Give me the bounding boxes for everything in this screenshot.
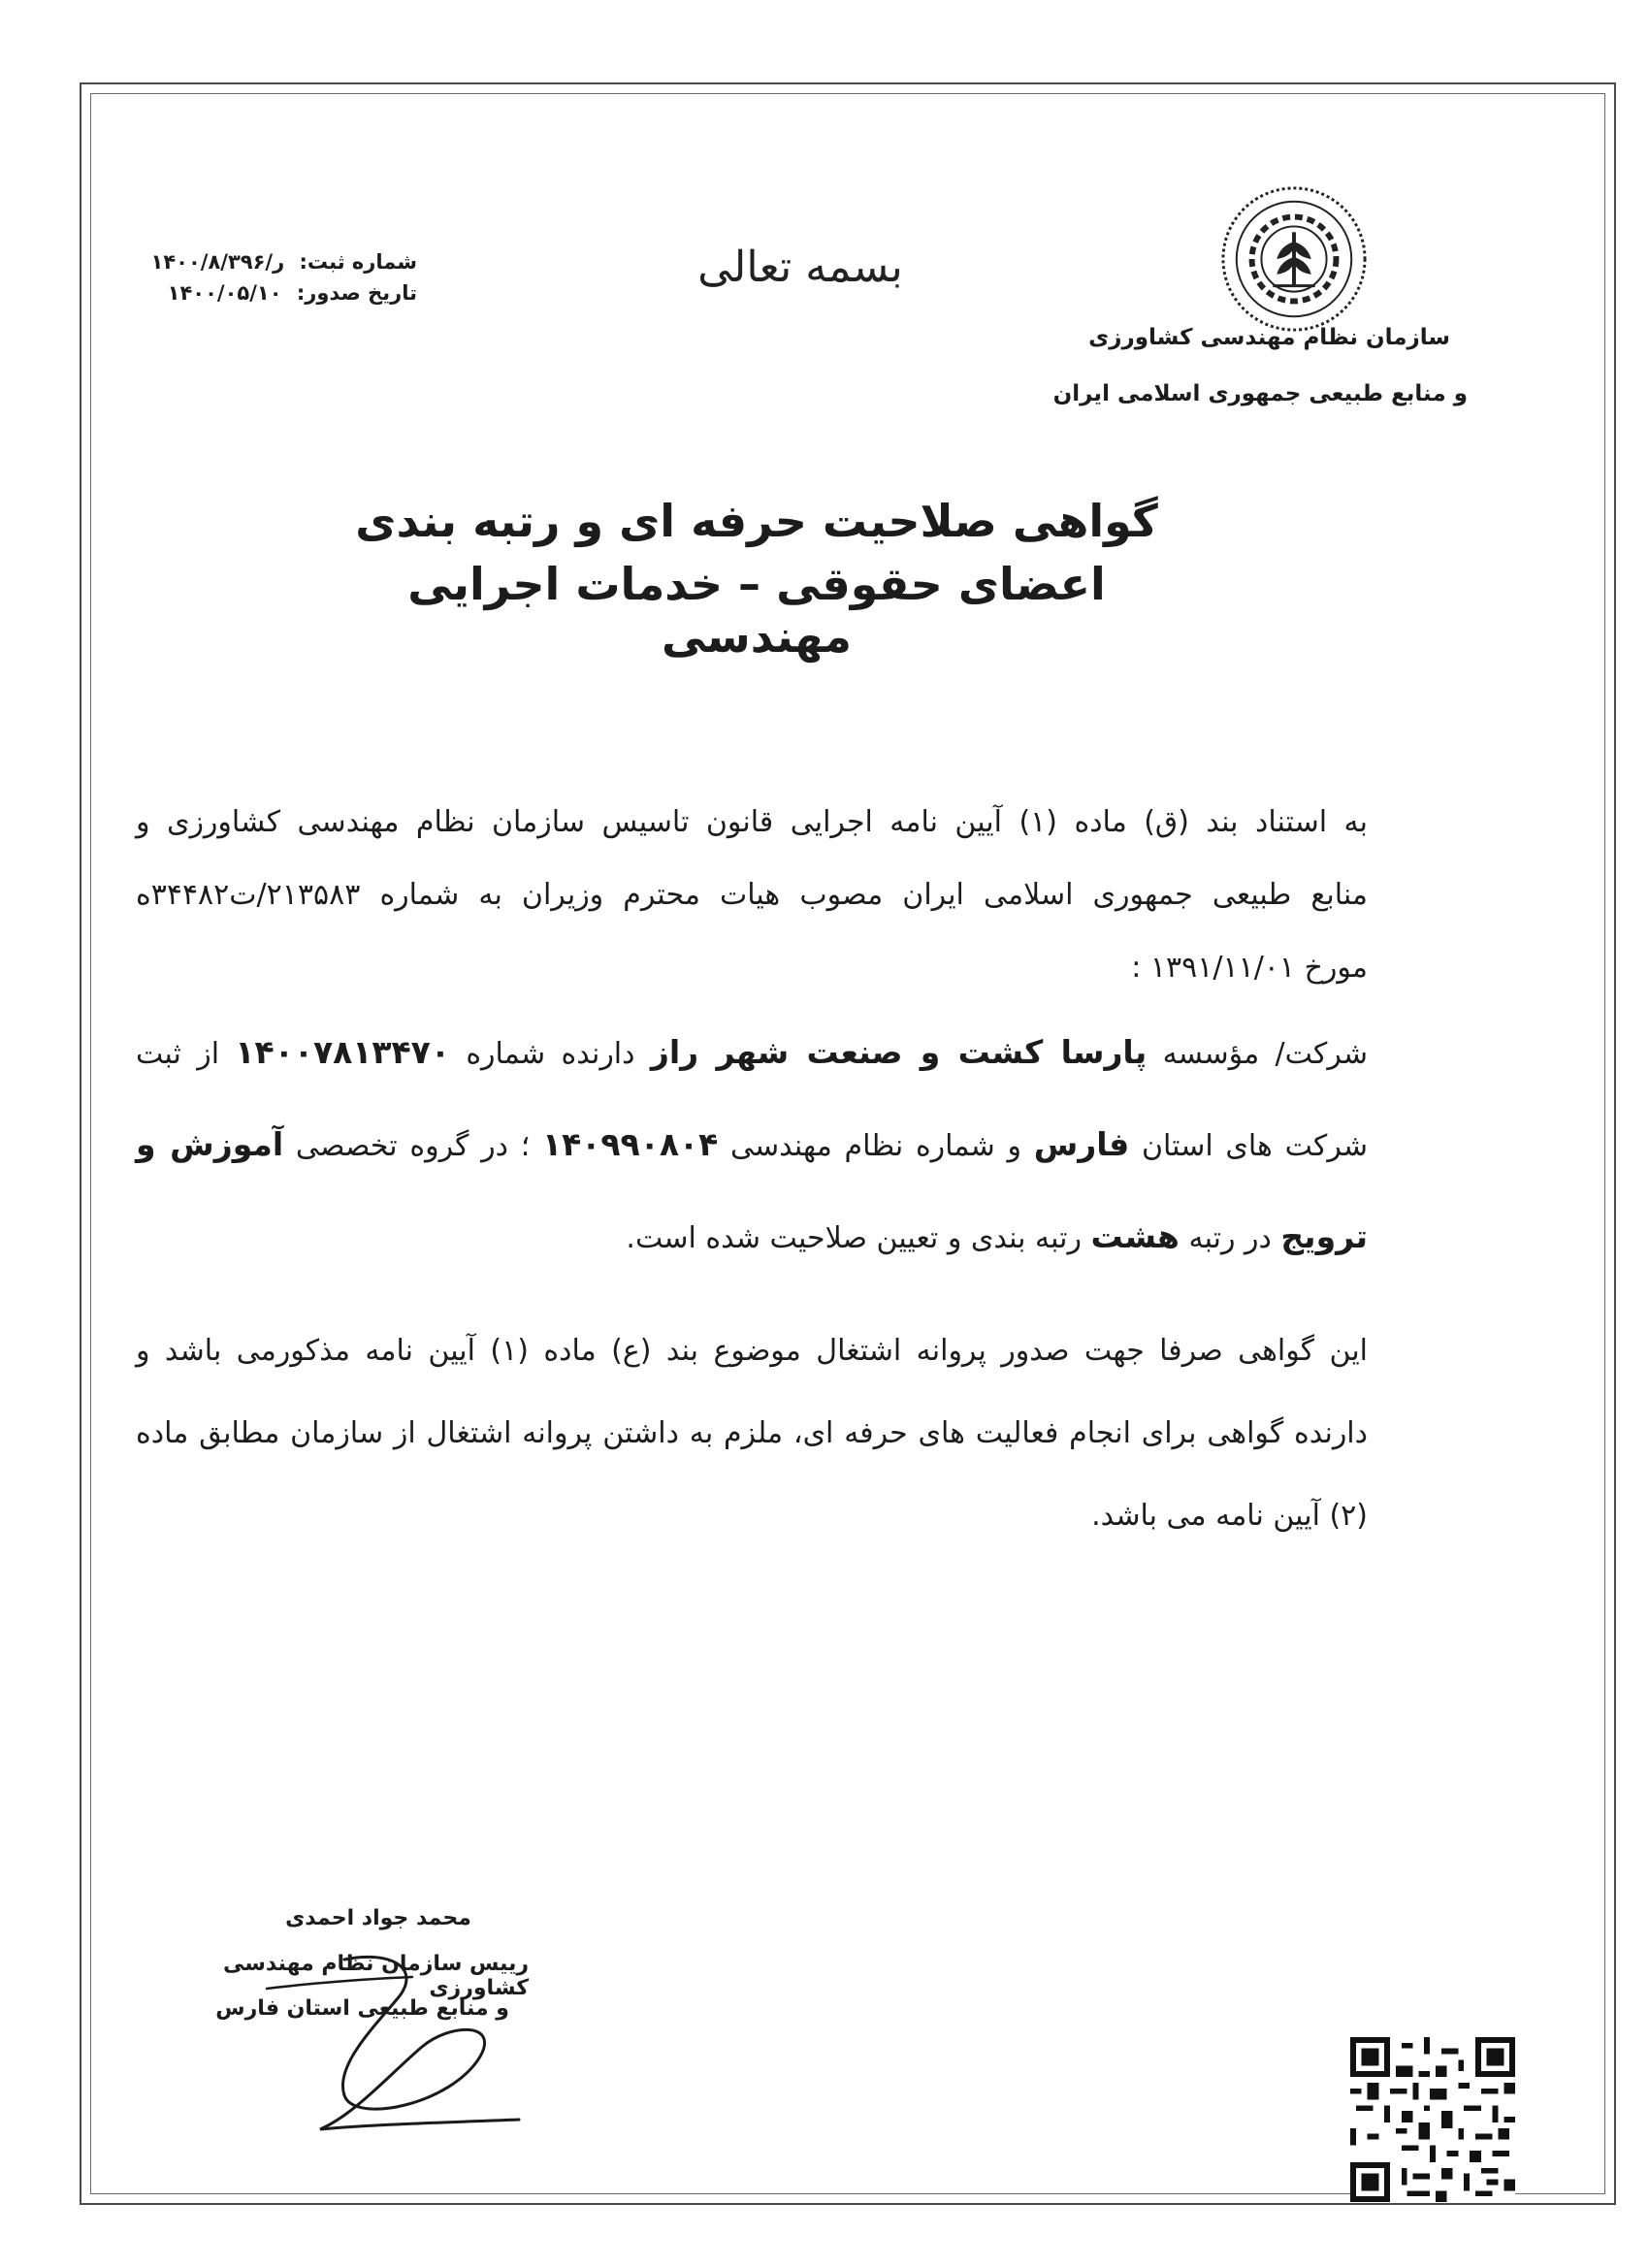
rank-suffix: رتبه بندی و تعیین صلاحیت شده است.	[626, 1221, 1082, 1255]
signatory-name: محمد جواد احمدی	[285, 1906, 471, 1930]
rank-value: هشت	[1090, 1217, 1180, 1255]
handwritten-signature	[228, 1930, 548, 2144]
certificate-title-line1: گواهی صلاحیت حرفه ای و رتبه بندی	[355, 495, 1158, 547]
specialty-group-part1: آموزش و	[136, 1125, 284, 1163]
organization-logo	[1217, 182, 1371, 336]
holder-number-label: دارنده شماره	[466, 1037, 635, 1071]
issue-date-value: ۱۴۰۰/۰۵/۱۰	[167, 281, 282, 305]
certificate-title-line2: اعضای حقوقی – خدمات اجرایی مهندسی	[407, 558, 1106, 663]
paragraph2-line1	[136, 1033, 1368, 1071]
signatory-title-line1: رییس سازمان نظام مهندسی کشاورزی	[222, 1952, 529, 2000]
province-label: شرکت های استان	[1142, 1129, 1369, 1163]
group-label: ؛ در گروه تخصصی	[295, 1129, 531, 1163]
paragraph1-line2: منابع طبیعی جمهوری اسلامی ایران مصوب هیات محترم وزیران به شماره ۲۱۳۵۸۳/ت۳۴۴۸۲ه	[136, 878, 1368, 912]
rank-label: در رتبه	[1188, 1221, 1272, 1255]
engineering-number-label: و شماره نظام مهندسی	[729, 1129, 1021, 1163]
engineering-number: ۱۴۰۹۹۰۸۰۴	[541, 1125, 719, 1163]
paragraph2-line3	[136, 1217, 1368, 1255]
organization-name-line1: سازمان نظام مهندسی کشاورزی	[1088, 325, 1450, 350]
specialty-group-part2: ترویج	[1280, 1217, 1368, 1255]
company-name: پارسا کشت و صنعت شهر راز	[650, 1033, 1148, 1071]
company-prefix: شرکت/ مؤسسه	[1162, 1037, 1369, 1071]
issue-date	[126, 281, 417, 312]
province-name: فارس	[1033, 1125, 1130, 1163]
issue-date-label: تاریخ صدور:	[296, 281, 417, 305]
bismillah-heading: بسمه تعالی	[697, 243, 903, 292]
organization-name-line2: و منابع طبیعی جمهوری اسلامی ایران	[1052, 381, 1468, 406]
paragraph3-line1: این گواهی صرفا جهت صدور پروانه اشتغال موضوع بند (ع) ماده (۱) آیین نامه مذکورمی باشد و	[136, 1334, 1369, 1368]
paragraph1-line3: مورخ ۱۳۹۱/۱۱/۰۱ :	[1131, 951, 1368, 985]
qr-code	[1350, 2037, 1515, 2202]
company-registration-number: ۱۴۰۰۷۸۱۳۴۷۰	[235, 1033, 450, 1071]
registration-number	[126, 250, 417, 281]
paragraph3-line2: دارنده گواهی برای انجام فعالیت های حرفه ای، ملزم به داشتن پروانه اشتغال از سازمان مطابق ماده	[136, 1416, 1368, 1450]
registration-block	[126, 250, 417, 312]
registration-number-label: شماره ثبت:	[299, 250, 417, 274]
paragraph2-line2	[136, 1125, 1368, 1163]
paragraph3-line3: (۲) آیین نامه می باشد.	[1091, 1499, 1368, 1533]
signatory-title-line2: و منابع طبیعی استان فارس	[215, 1996, 509, 2021]
paragraph1-line1: به استناد بند (ق) ماده (۱) آیین نامه اجرایی قانون تاسیس سازمان نظام مهندسی کشاورزی و	[136, 805, 1368, 839]
registration-number-value: ر/۱۴۰۰/۸/۳۹۶	[150, 250, 285, 274]
registration-suffix: از ثبت	[136, 1037, 220, 1071]
